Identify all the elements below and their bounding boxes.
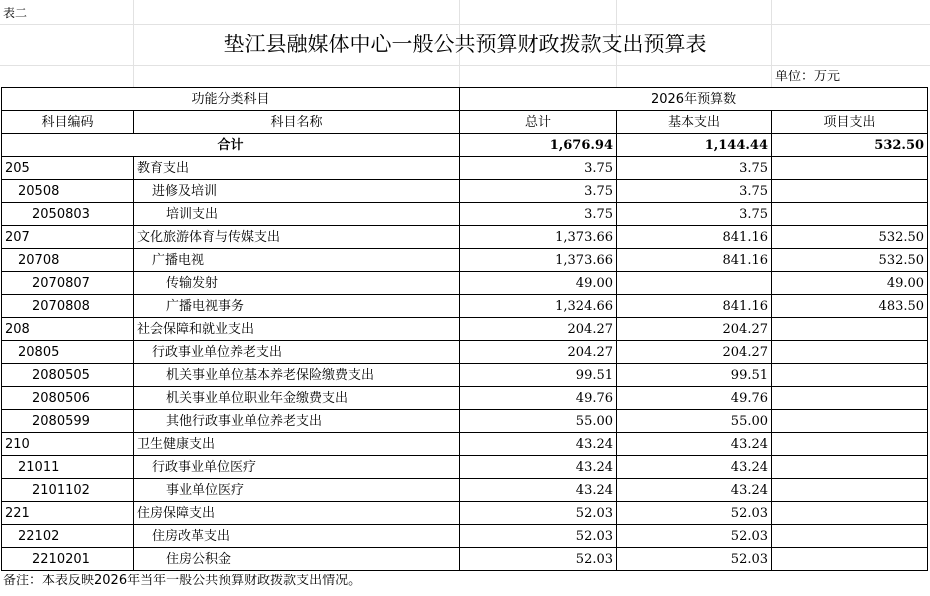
row-name: 传输发射: [134, 272, 460, 295]
row-code: 221: [2, 502, 134, 525]
summary-label: 合计: [2, 134, 460, 157]
row-name: 进修及培训: [134, 180, 460, 203]
row-code: 2101102: [2, 479, 134, 502]
row-basic: 3.75: [617, 180, 772, 203]
header-total: 总计: [460, 111, 617, 134]
summary-basic: 1,144.44: [617, 134, 772, 157]
row-project: [772, 410, 928, 433]
summary-project: 532.50: [772, 134, 928, 157]
unit-label: 单位：万元: [775, 70, 841, 83]
header-row-columns: [2, 111, 928, 134]
row-code: 2070808: [2, 295, 134, 318]
row-name: 机关事业单位基本养老保险缴费支出: [134, 364, 460, 387]
header-code: 科目编码: [2, 111, 134, 134]
sheet-label: 表二: [3, 7, 28, 19]
row-total: 1,324.66: [460, 295, 617, 318]
row-basic: 52.03: [617, 502, 772, 525]
row-name: 其他行政事业单位养老支出: [134, 410, 460, 433]
row-name: 机关事业单位职业年金缴费支出: [134, 387, 460, 410]
row-total: 43.24: [460, 479, 617, 502]
row-project: [772, 341, 928, 364]
row-basic: 52.03: [617, 548, 772, 571]
table-row: [2, 226, 928, 249]
row-basic: 43.24: [617, 479, 772, 502]
row-code: 2080506: [2, 387, 134, 410]
table-row: [2, 456, 928, 479]
header-project: 项目支出: [772, 111, 928, 134]
table-row: [2, 295, 928, 318]
row-project: 49.00: [772, 272, 928, 295]
row-project: 532.50: [772, 249, 928, 272]
table-row: [2, 203, 928, 226]
row-total: 3.75: [460, 180, 617, 203]
row-total: 49.76: [460, 387, 617, 410]
row-code: 20805: [2, 341, 134, 364]
row-code: 20708: [2, 249, 134, 272]
row-total: 99.51: [460, 364, 617, 387]
row-code: 208: [2, 318, 134, 341]
table-row: [2, 410, 928, 433]
row-code: 21011: [2, 456, 134, 479]
table-row: [2, 157, 928, 180]
row-total: 1,373.66: [460, 226, 617, 249]
row-name: 广播电视事务: [134, 295, 460, 318]
row-code: 20508: [2, 180, 134, 203]
row-project: [772, 318, 928, 341]
row-project: [772, 456, 928, 479]
table-row: [2, 318, 928, 341]
row-total: 1,373.66: [460, 249, 617, 272]
table-row: [2, 341, 928, 364]
table-row: [2, 548, 928, 571]
row-code: 210: [2, 433, 134, 456]
row-total: 52.03: [460, 502, 617, 525]
row-project: [772, 502, 928, 525]
row-code: 205: [2, 157, 134, 180]
row-basic: 204.27: [617, 318, 772, 341]
footnote: 备注：本表反映2026年当年一般公共预算财政拨款支出情况。: [3, 574, 362, 587]
row-basic: 841.16: [617, 295, 772, 318]
row-project: [772, 525, 928, 548]
header-function-category: 功能分类科目: [2, 88, 460, 111]
row-total: 52.03: [460, 525, 617, 548]
row-total: 43.24: [460, 433, 617, 456]
row-basic: 55.00: [617, 410, 772, 433]
summary-total: 1,676.94: [460, 134, 617, 157]
row-name: 教育支出: [134, 157, 460, 180]
table-row: [2, 272, 928, 295]
page-title: 垫江县融媒体中心一般公共预算财政拨款支出预算表: [223, 34, 707, 55]
row-basic: 841.16: [617, 226, 772, 249]
row-code: 2210201: [2, 548, 134, 571]
row-name: 住房公积金: [134, 548, 460, 571]
row-basic: 3.75: [617, 203, 772, 226]
row-name: 文化旅游体育与传媒支出: [134, 226, 460, 249]
row-total: 55.00: [460, 410, 617, 433]
grid-line: [0, 65, 930, 66]
row-name: 卫生健康支出: [134, 433, 460, 456]
row-project: [772, 387, 928, 410]
row-project: [772, 157, 928, 180]
row-basic: 49.76: [617, 387, 772, 410]
row-code: 22102: [2, 525, 134, 548]
table-row: [2, 433, 928, 456]
row-name: 广播电视: [134, 249, 460, 272]
row-project: [772, 364, 928, 387]
row-basic: [617, 272, 772, 295]
row-total: 3.75: [460, 157, 617, 180]
table-row: [2, 525, 928, 548]
summary-row: [2, 134, 928, 157]
table-row: [2, 249, 928, 272]
row-name: 住房保障支出: [134, 502, 460, 525]
row-total: 49.00: [460, 272, 617, 295]
row-total: 204.27: [460, 318, 617, 341]
row-code: 207: [2, 226, 134, 249]
row-project: 532.50: [772, 226, 928, 249]
row-name: 住房改革支出: [134, 525, 460, 548]
table-row: [2, 180, 928, 203]
header-budget-year: 2026年预算数: [460, 88, 928, 111]
header-basic: 基本支出: [617, 111, 772, 134]
row-code: 2070807: [2, 272, 134, 295]
header-row-group: [2, 88, 928, 111]
row-project: [772, 548, 928, 571]
row-code: 2080599: [2, 410, 134, 433]
table-row: [2, 387, 928, 410]
row-name: 行政事业单位医疗: [134, 456, 460, 479]
row-name: 培训支出: [134, 203, 460, 226]
row-project: 483.50: [772, 295, 928, 318]
row-basic: 52.03: [617, 525, 772, 548]
table-row: [2, 479, 928, 502]
row-basic: 3.75: [617, 157, 772, 180]
row-name: 事业单位医疗: [134, 479, 460, 502]
row-basic: 43.24: [617, 456, 772, 479]
table-row: [2, 364, 928, 387]
row-basic: 43.24: [617, 433, 772, 456]
row-basic: 204.27: [617, 341, 772, 364]
row-project: [772, 433, 928, 456]
budget-table: [1, 87, 928, 571]
row-code: 2050803: [2, 203, 134, 226]
header-name: 科目名称: [134, 111, 460, 134]
row-basic: 99.51: [617, 364, 772, 387]
table-row: [2, 502, 928, 525]
row-code: 2080505: [2, 364, 134, 387]
row-project: [772, 479, 928, 502]
row-project: [772, 180, 928, 203]
row-name: 社会保障和就业支出: [134, 318, 460, 341]
row-total: 3.75: [460, 203, 617, 226]
row-name: 行政事业单位养老支出: [134, 341, 460, 364]
grid-line: [0, 24, 930, 25]
row-total: 204.27: [460, 341, 617, 364]
row-basic: 841.16: [617, 249, 772, 272]
row-project: [772, 203, 928, 226]
row-total: 43.24: [460, 456, 617, 479]
row-total: 52.03: [460, 548, 617, 571]
